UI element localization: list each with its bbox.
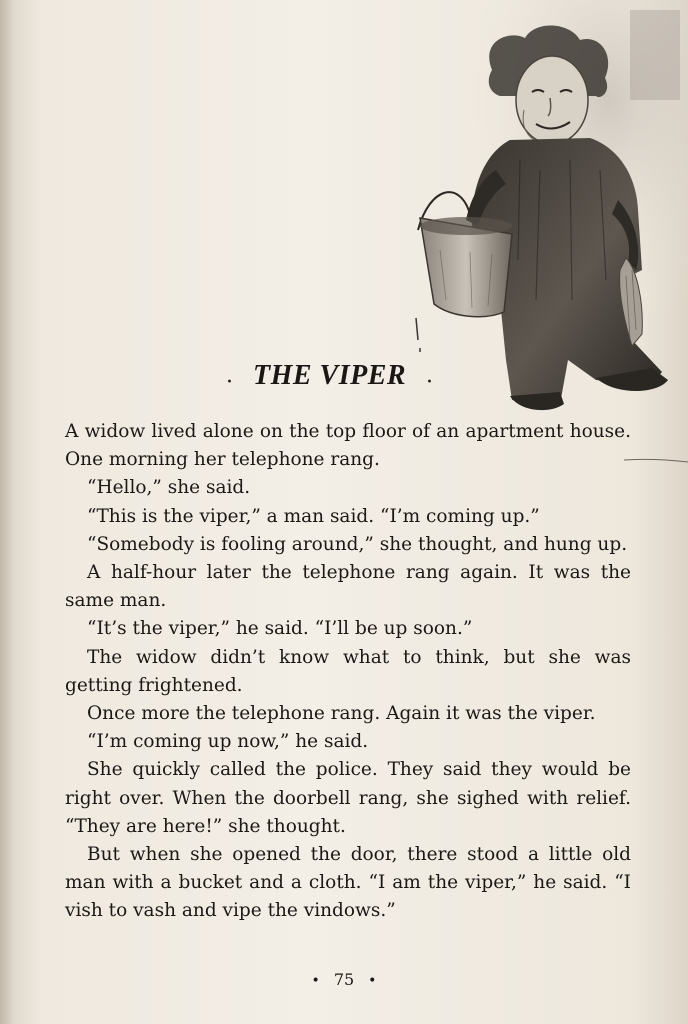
paragraph: The widow didn’t know what to think, but she was getting frightened. xyxy=(65,646,631,696)
margin-ink-mark xyxy=(624,456,688,464)
paragraph: “Somebody is fooling around,” she thought, and hung up. xyxy=(87,533,628,555)
page-number: 75 xyxy=(333,970,355,989)
paragraph: “Hello,” she said. xyxy=(87,477,251,499)
paragraph: Once more the telephone rang. Again it was the viper. xyxy=(87,703,596,725)
paragraph: “It’s the viper,” he said. “I’ll be up soon.” xyxy=(87,618,473,640)
story-title-row xyxy=(0,358,688,398)
title-bullet-right: · xyxy=(426,370,433,395)
paragraph: A half-hour later the telephone rang again. It was the same man. xyxy=(65,562,631,612)
folio-bullet-right: • xyxy=(368,973,377,989)
paragraph: She quickly called the police. They said they would be right over. When the doorbell rang, she sighed with relief. “They are here!” she thought. xyxy=(65,759,631,837)
paragraph: “I’m coming up now,” he said. xyxy=(87,731,369,753)
story-body xyxy=(65,418,631,926)
title-bullet-left: · xyxy=(226,370,233,395)
story-title: THE VIPER xyxy=(253,360,407,391)
page-number-footer xyxy=(0,970,688,989)
folio-bullet-left: • xyxy=(311,973,320,989)
page-gutter-shadow xyxy=(0,0,14,1024)
paragraph: But when she opened the door, there stood a little old man with a bucket and a cloth. “I am the viper,” he said. “I vish to vash and vipe the vindows.” xyxy=(65,844,631,922)
old-man-with-bucket-illustration xyxy=(400,0,688,420)
paragraph: “This is the viper,” a man said. “I’m coming up.” xyxy=(87,505,540,527)
paragraph: A widow lived alone on the top floor of an apartment house. One morning her telephone rang. xyxy=(65,421,631,471)
